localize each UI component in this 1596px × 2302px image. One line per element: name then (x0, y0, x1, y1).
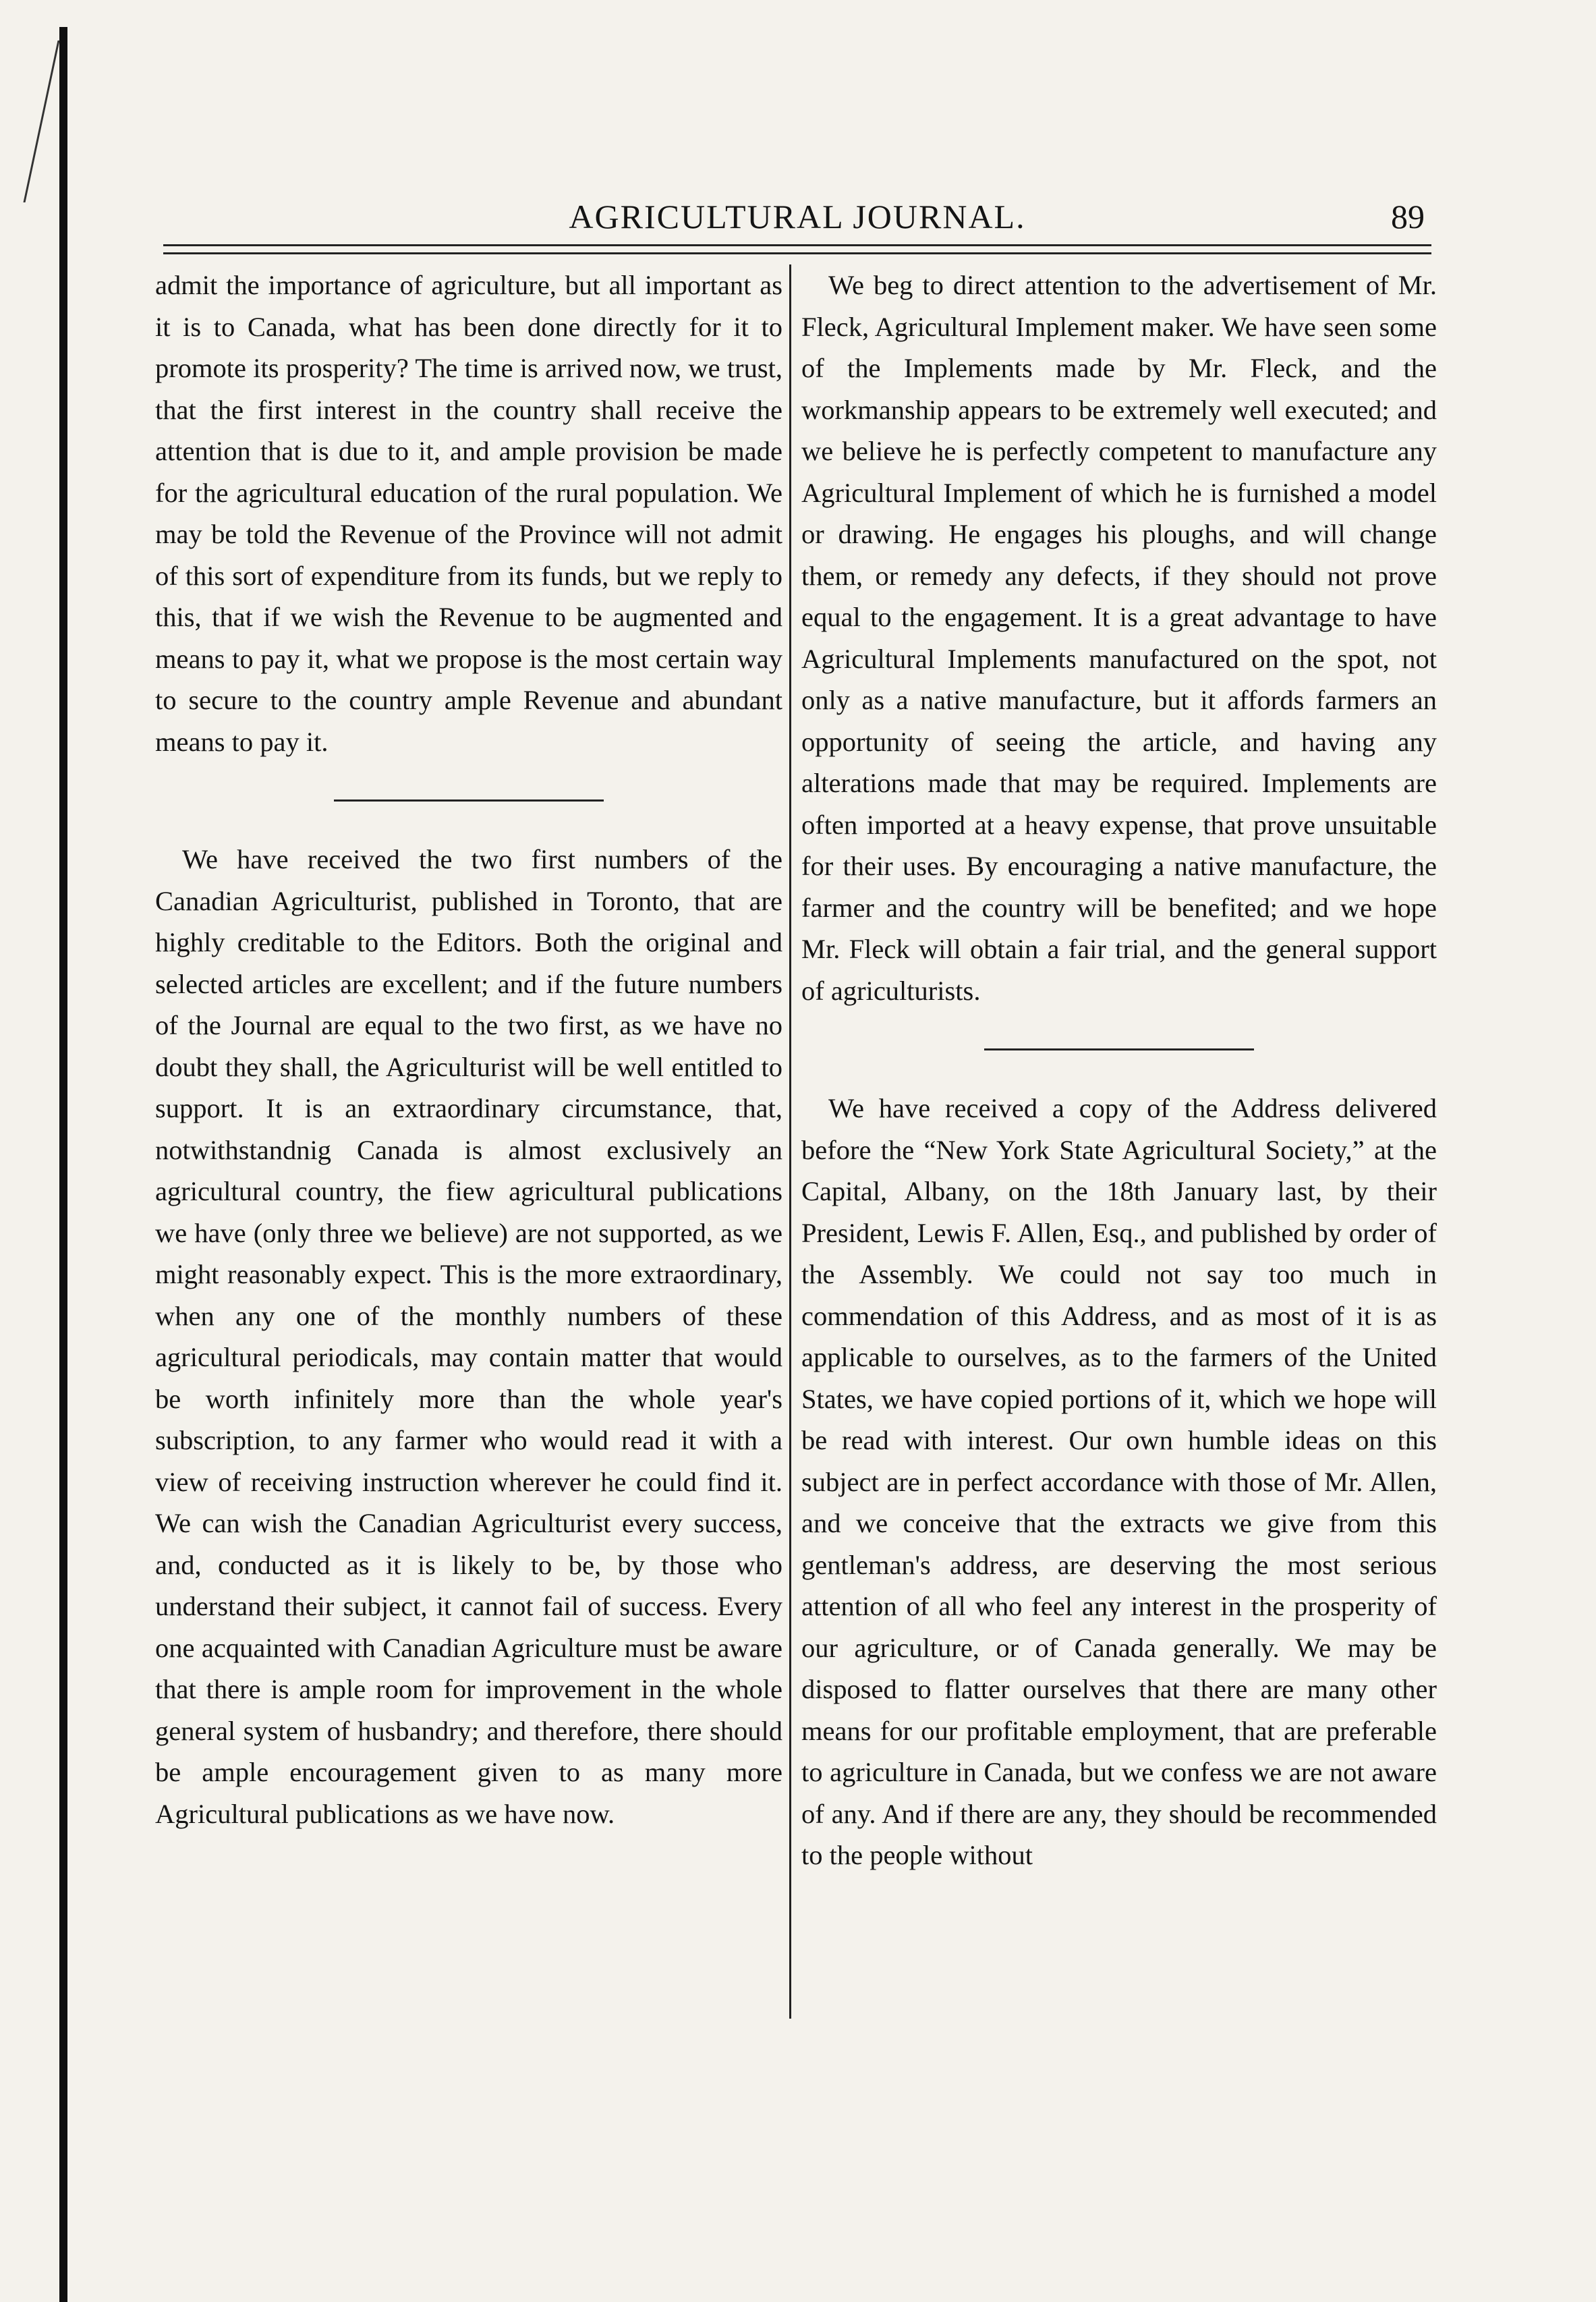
right-paragraph-2: We have received a copy of the Address delivered before the “New York State Agricultural Society,” at the Capital, Albany, on the 18th January last, by their President, Lewis F. Allen, Esq., and published by order of the Assembly. We could not say too much in commendation of this Address, and as most of it is as applicable to ourselves, as to the farmers of the United States, we have copied portions of it, which we hope will be read with interest. Our own humble ideas on this subject are in perfect accordance with those of Mr. Allen, and we conceive that the extracts we give from this gentleman's address, are deserving the most serious attention of all who feel any interest in the prosperity of our agriculture, or of Canada generally. We may be disposed to flatter ourselves that there are many other means for our profitable employment, that are preferable to agriculture in Canada, but we confess we are not aware of any. And if there are any, they should be recommended to the people without (801, 1093, 1437, 1870)
page-number: 89 (1391, 198, 1425, 235)
section-divider (984, 1048, 1254, 1050)
page-binding-edge (59, 27, 67, 2302)
left-column (155, 264, 782, 1834)
left-paragraph-1: admit the importance of agriculture, but all important as it is to Canada, what has been done directly for it to promote its prosperity? The time is arrived now, we trust, that the first interest in the country shall receive the attention that is due to it, and ample provision be made for the agricultural education of the rural population. We may be told the Revenue of the Province will not admit of this sort of expenditure from its funds, but we reply to this, that if we wish the Revenue to be augmented and means to pay it, what we propose is the most certain way to secure to the country ample Revenue and abundant means to pay it. (155, 270, 782, 757)
running-head: AGRICULTURAL JOURNAL. (569, 198, 1026, 235)
column-divider (789, 264, 791, 2019)
left-paragraph-2: We have received the two first numbers of the Canadian Agriculturist, published in Toronto, that are highly creditable to the Editors. Both the original and selected articles are excellent; and if the future numbers of the Journal are equal to the two first, as we have no doubt they shall, the Agriculturist will be well entitled to support. It is an extraordinary circumstance, that, notwithstandnig Canada is almost exclusively an agricultural country, the fiew agricultural publications we have (only three we believe) are not supported, as we might reasonably expect. This is the more extraordinary, when any one of the monthly numbers of these agricultural periodicals, may contain matter that would be worth infinitely more than the whole year's subscription, to any farmer who would read it with a view of receiving instruction wherever he could find it. We can wish the Canadian Agriculturist every success, and, conducted as it is likely to be, by those who understand their subject, it cannot fail of success. Every one acquainted with Canadian Agriculture must be aware that there is ample room for improvement in the whole general system of husbandry; and therefore, there should be ample encouragement given to as many more Agricultural publications as we have now. (155, 844, 782, 1829)
right-paragraph-1: We beg to direct attention to the advertisement of Mr. Fleck, Agricultural Implement maker. We have seen some of the Implements made by Mr. Fleck, and the workmanship appears to be extremely well executed; and we believe he is perfectly competent to manufacture any Agricultural Implement of which he is furnished a model or drawing. He engages his ploughs, and will change them, or remedy any defects, if they should not prove equal to the engagement. It is a great advantage to have Agricultural Implements manufactured on the spot, not only as a native manufacture, but it affords farmers an opportunity of seeing the article, and having any alterations made that may be required. Implements are often imported at a heavy expense, that prove unsuitable for their uses. By encouraging a native manufacture, the farmer and the country will be benefited; and we hope Mr. Fleck will obtain a fair trial, and the general support of agriculturists. (801, 270, 1437, 1006)
right-column (801, 264, 1437, 1876)
page-header (163, 193, 1431, 240)
torn-edge-mark (23, 40, 86, 202)
header-rule (163, 244, 1431, 254)
section-divider (334, 799, 604, 802)
